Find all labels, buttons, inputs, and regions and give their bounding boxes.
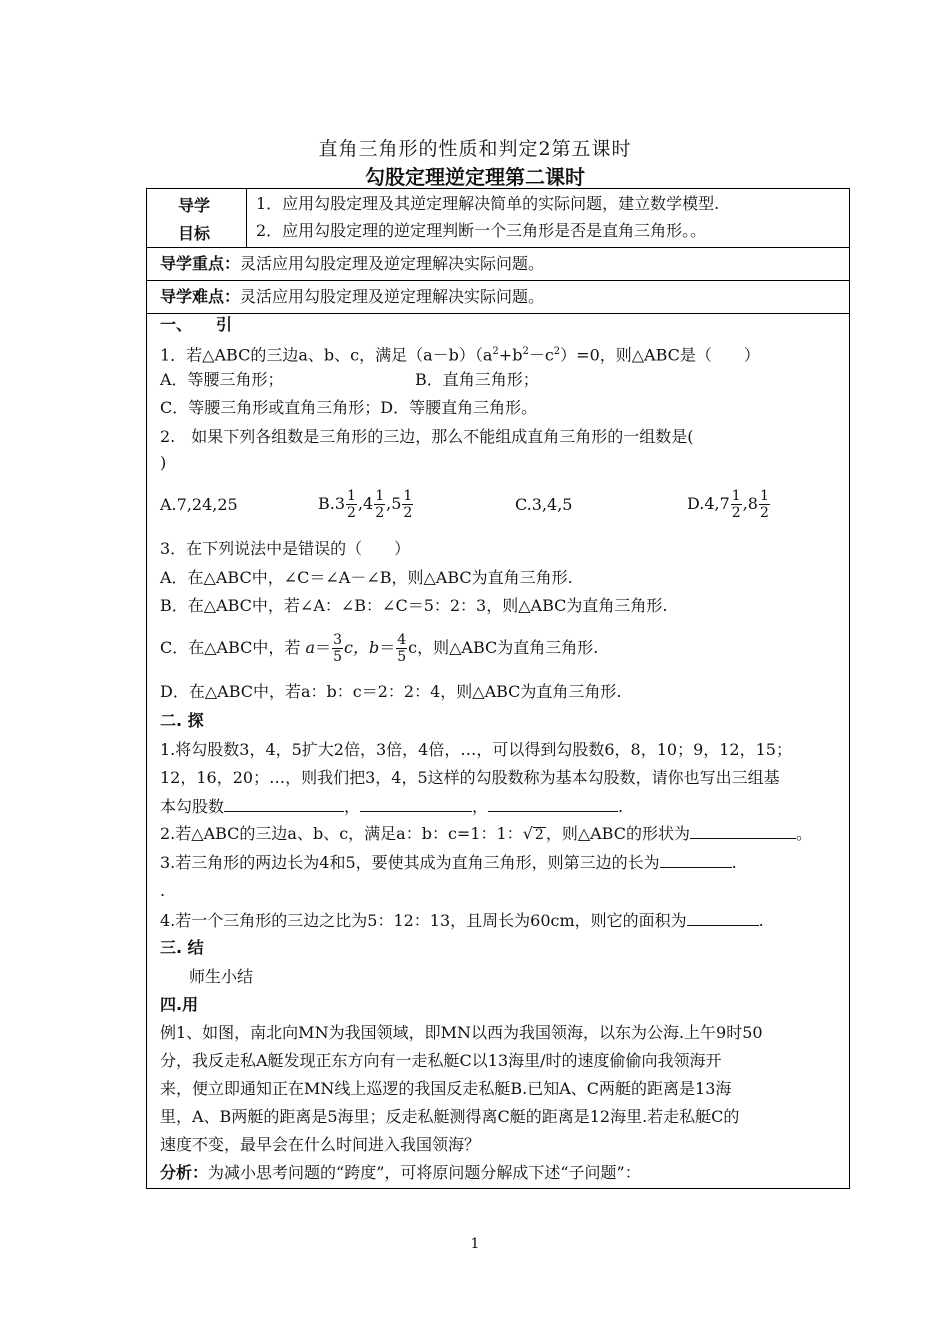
q3-c-var-a: a — [305, 638, 316, 657]
example-line-5: 速度不变，最早会在什么时间进入我国领海？ — [160, 1135, 481, 1154]
fraction-denominator: 5 — [397, 649, 407, 665]
section2-p1-line1: 1.将勾股数3，4，5扩大2倍，3倍，4倍，…，可以得到勾股数6，8，10；9，12，15； — [160, 740, 792, 759]
q1-stem — [160, 341, 760, 366]
key-point-text: 灵活应用勾股定理及逆定理解决实际问题。 — [240, 254, 545, 273]
section4-heading: 四.用 — [160, 995, 199, 1014]
analysis — [160, 1162, 641, 1184]
q2-option-b — [318, 484, 414, 524]
line-end: . — [618, 797, 624, 816]
section3-text: 师生小结 — [189, 967, 254, 986]
q2-d-fraction-1 — [731, 488, 742, 521]
example-line-2: 分，我反走私A艇发现正东方向有一走私艇C以13海里/时的速度偷偷向我领海开 — [160, 1051, 722, 1070]
answer-blank-2[interactable] — [360, 795, 472, 812]
section2-p1-line3-text: 本勾股数 — [160, 797, 225, 816]
q1-stem-part-c: －c — [528, 345, 554, 365]
q1-sup-c: 2 — [553, 346, 561, 357]
q2-stem-line2: ) — [160, 453, 167, 472]
q3-stem: 3．在下列说法中是错误的（ ） — [160, 539, 411, 558]
example-line-3: 来，便立即通知正在MN线上巡逻的我国反走私艇B.已知A、C两艇的距离是13海 — [160, 1079, 732, 1098]
objective-item-1: 1．应用勾股定理及其逆定理解决简单的实际问题，建立数学模型. — [256, 194, 720, 213]
q1-option-cd: C．等腰三角形或直角三角形；D．等腰直角三角形。 — [160, 398, 538, 417]
section2-p2-text-a: 2.若△ABC的三边a、b、c，满足a：b：c=1：1： — [160, 824, 523, 843]
section2-p3 — [160, 851, 737, 874]
q3-option-d: D．在△ABC中，若a：b：c＝2：2：4，则△ABC为直角三角形. — [160, 682, 622, 701]
fraction-denominator: 2 — [731, 505, 741, 521]
q2-d-mid: ,8 — [742, 494, 758, 513]
q1-sup-b: 2 — [522, 346, 529, 357]
section2-p2-text-b: ，则△ABC的形状为 — [545, 824, 690, 843]
fraction-denominator: 5 — [333, 649, 342, 665]
key-point — [160, 253, 544, 275]
document-subtitle: 勾股定理逆定理第二课时 — [365, 165, 585, 189]
objectives-label-line1: 导学 — [178, 196, 211, 215]
fraction-denominator: 2 — [403, 505, 413, 521]
analysis-label: 分析： — [160, 1163, 209, 1182]
q2-b-fraction-2 — [374, 488, 385, 521]
example-line-4: 里，A、B两艇的距离是5海里；反走私艇测得离C艇的距离是12海里.若走私艇C的 — [160, 1107, 740, 1126]
answer-blank-6[interactable] — [687, 909, 759, 926]
q3-c-eq2: ＝ — [379, 638, 396, 657]
analysis-text: 为减小思考问题的“跨度”，可将原问题分解成下述“子问题”： — [208, 1163, 641, 1182]
document-title: 直角三角形的性质和判定2第五课时 — [318, 138, 632, 160]
answer-blank-4[interactable] — [690, 822, 796, 839]
q3-option-c — [160, 628, 598, 668]
section2-p1-line2: 12，16，20；…，则我们把3，4，5这样的勾股数称为基本勾股数，请你也写出三组基 — [160, 768, 780, 787]
q2-b-prefix: B.3 — [318, 494, 346, 513]
q2-b-fraction-1 — [346, 488, 357, 521]
section2-p3-dot: . — [160, 881, 166, 900]
q3-c-part-c1: c， — [343, 638, 369, 657]
q1-stem-part-d: ）=0，则△ABC是（ ） — [560, 345, 760, 365]
fraction-denominator: 2 — [375, 505, 385, 521]
fraction-numerator: 3 — [333, 632, 342, 648]
q2-d-fraction-2 — [759, 488, 770, 521]
q2-b-mid2: ,5 — [386, 494, 402, 513]
answer-blank-5[interactable] — [660, 851, 732, 868]
line-end: 。 — [795, 824, 812, 843]
fraction-numerator: 1 — [731, 488, 741, 504]
fraction-numerator: 1 — [375, 488, 385, 504]
q3-c-part-c2: c，则△ABC为直角三角形. — [408, 638, 599, 657]
difficulty — [160, 286, 544, 308]
fraction-numerator: 1 — [403, 488, 413, 504]
fraction-numerator: 1 — [347, 488, 356, 504]
q1-option-a: A．等腰三角形； — [160, 370, 284, 389]
sqrt-radicand: 2 — [534, 827, 544, 843]
section2-p4 — [160, 909, 764, 932]
separator: ， — [472, 797, 489, 816]
q2-b-mid1: ,4 — [357, 494, 374, 513]
fraction-denominator: 2 — [347, 505, 356, 521]
page-number: 1 — [470, 1236, 480, 1252]
q2-stem-line1: 2. 如果下列各组数是三角形的三边，那么不能组成直角三角形的一组数是( — [160, 427, 694, 446]
q3-c-eq1: ＝ — [315, 638, 332, 657]
fraction-numerator: 1 — [759, 488, 769, 504]
q3-c-part-a: C．在△ABC中，若 — [160, 638, 301, 657]
objective-item-2: 2．应用勾股定理的逆定理判断一个三角形是否是直角三角形。。 — [256, 221, 707, 240]
difficulty-text: 灵活应用勾股定理及逆定理解决实际问题。 — [240, 287, 545, 306]
q3-c-fraction-1 — [332, 632, 343, 665]
section2-p3-text: 3.若三角形的两边长为4和5，要使其成为直角三角形，则第三边的长为 — [160, 853, 660, 872]
section2-heading: 二. 探 — [160, 711, 204, 730]
objectives-label-line2: 目标 — [178, 224, 211, 243]
q1-option-b: B．直角三角形； — [415, 370, 539, 389]
q1-stem-part-b: +b — [498, 345, 523, 365]
section2-p4-text: 4.若一个三角形的三边之比为5：12：13，且周长为60cm，则它的面积为 — [160, 911, 687, 930]
answer-blank-3[interactable] — [488, 795, 618, 812]
q2-option-d — [687, 484, 771, 524]
section2-p1-line3 — [160, 795, 623, 818]
section1-heading: 一、 引 — [160, 315, 233, 334]
line-end: . — [758, 911, 764, 930]
line-end: . — [731, 853, 737, 872]
example-line-1: 例1、如图，南北向MN为我国领域，即MN以西为我国领海，以东为公海.上午9时50 — [160, 1023, 763, 1042]
separator: ， — [344, 797, 361, 816]
answer-blank-1[interactable] — [224, 795, 344, 812]
objectives-divider — [246, 188, 247, 248]
q2-b-fraction-3 — [402, 488, 413, 521]
section2-p2 — [160, 822, 812, 845]
difficulty-label: 导学难点： — [160, 287, 241, 306]
q2-option-a: A.7,24,25 — [160, 495, 238, 514]
q1-sup-a: 2 — [492, 346, 499, 357]
key-point-label: 导学重点： — [160, 254, 241, 273]
fraction-denominator: 2 — [759, 505, 769, 521]
q3-option-b: B．在△ABC中，若∠A：∠B：∠C＝5：2：3，则△ABC为直角三角形. — [160, 596, 668, 615]
q3-c-var-b: b — [368, 638, 380, 657]
q2-d-prefix: D.4,7 — [687, 494, 730, 513]
q2-option-c: C.3,4,5 — [515, 495, 573, 514]
sqrt-icon: √ — [522, 824, 533, 843]
section3-heading: 三. 结 — [160, 938, 204, 957]
fraction-numerator: 4 — [397, 632, 407, 648]
q1-stem-part-a: 1．若△ABC的三边a、b、c，满足（a－b）（a — [160, 345, 493, 365]
q3-option-a: A．在△ABC中，∠C＝∠A－∠B，则△ABC为直角三角形. — [160, 568, 573, 587]
q3-c-fraction-2 — [396, 632, 407, 665]
